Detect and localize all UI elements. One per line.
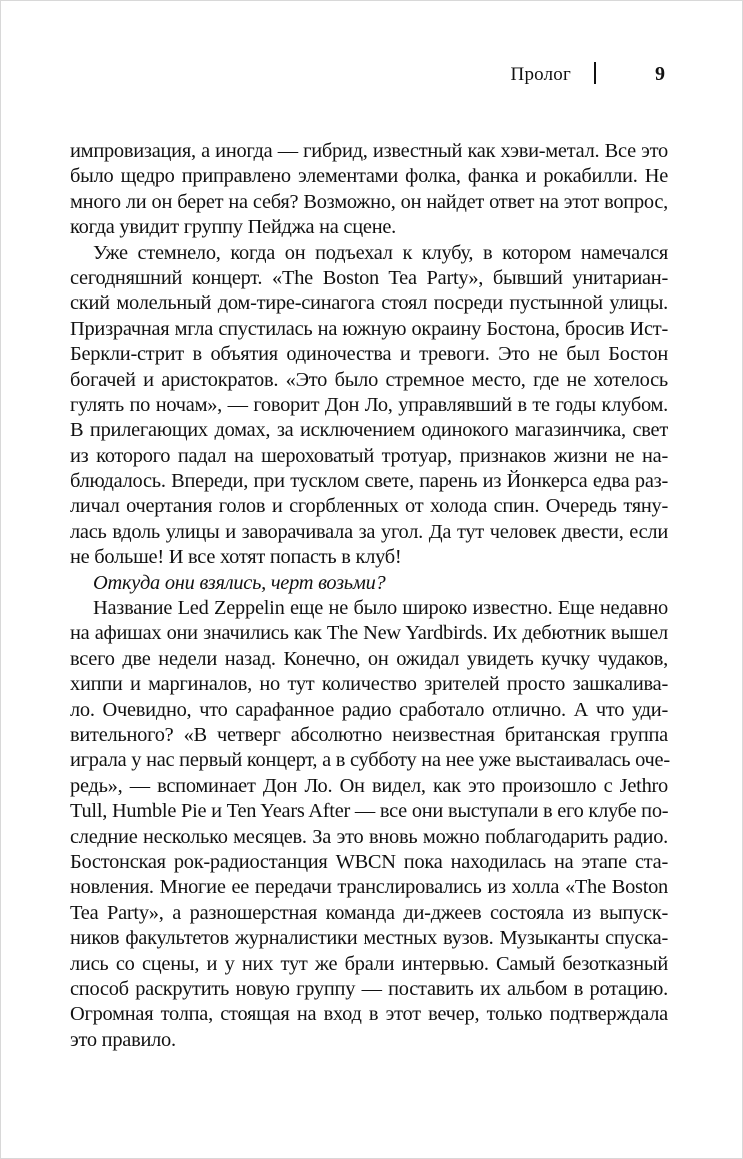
- text-line: способ раскрутить новую группу — поставить их альбом в ротацию.: [70, 977, 668, 1000]
- text-line: ло. Очевидно, что сарафанное радио сработало отлично. А что уди-: [70, 698, 668, 721]
- running-head: [0, 62, 743, 92]
- text-line: следние несколько месяцев. За это вновь можно поблагодарить радио.: [70, 825, 668, 848]
- page-number: 9: [655, 63, 665, 85]
- text-line: ников факультетов журналистики местных вузов. Музыканты спуска-: [70, 927, 668, 950]
- text-line: В прилегающих домах, за исключением одинокого магазинчика, свет: [70, 419, 668, 442]
- text-line: личал очертания голов и сгорбленных от холода спин. Очередь тяну-: [70, 495, 668, 518]
- text-line: не больше! И все хотят попасть в клуб!: [70, 546, 402, 569]
- text-line: Беркли-стрит в объятия одиночества и тревоги. Это не был Бостон: [70, 343, 668, 366]
- text-line: гулять по ночам», — говорит Дон Ло, управлявший в те годы клубом.: [70, 393, 668, 416]
- text-line: лись со сцены, и у них тут же брали интервью. Самый безотказный: [70, 952, 668, 975]
- text-line: богачей и аристократов. «Это было стремное место, где не хотелось: [70, 368, 668, 391]
- text-line: это правило.: [70, 1028, 176, 1051]
- text-line: Бостонская рок-радиостанция WBCN пока находилась на этапе ста-: [70, 850, 668, 873]
- text-line: импровизация, а иногда — гибрид, известный как хэви-метал. Все это: [70, 140, 668, 162]
- text-line: лась вдоль улицы и заворачивала за угол. Да тут человек двести, если: [70, 520, 668, 543]
- text-line: Уже стемнело, когда он подъехал к клубу, в котором намечался: [93, 241, 668, 264]
- body-text: [70, 139, 668, 1053]
- text-line: вительного? «В четверг абсолютно неизвестная британская группа: [70, 723, 668, 746]
- text-line: всего две недели назад. Конечно, он ожидал увидеть кучку чудаков,: [70, 647, 668, 670]
- text-line: сегодняшний концерт. «The Boston Tea Party», бывший унитариан-: [70, 266, 668, 289]
- text-line: Название Led Zeppelin еще не было широко известно. Еще недавно: [93, 597, 668, 620]
- text-line: на афишах они значились как The New Yardbirds. Их дебютник вышел: [70, 622, 668, 645]
- text-line: блюдалось. Впереди, при тусклом свете, парень из Йонкерса едва раз-: [70, 470, 668, 493]
- text-line: новления. Многие ее передачи транслировались из холла «The Boston: [70, 876, 668, 899]
- text-line: редь», — вспоминает Дон Ло. Он видел, как это произошло с Jethro: [70, 774, 668, 797]
- text-line: когда увидит группу Пейджа на сцене.: [70, 216, 397, 239]
- text-line: было щедро приправлено элементами фолка, фанка и рокабилли. Не: [70, 165, 668, 188]
- text-line: играла у нас первый концерт, а в субботу на нее уже выстаивалась оче-: [70, 749, 670, 772]
- text-line: Огромная толпа, стоящая на вход в этот вечер, только подтверждала: [70, 1003, 668, 1026]
- italic-text-line: Откуда они взялись, черт возьми?: [93, 571, 386, 594]
- text-line: Tull, Humble Pie и Ten Years After — все они выступали в его клубе по-: [70, 800, 669, 823]
- section-title: Пролог: [510, 64, 571, 85]
- text-line: Призрачная мгла спустилась на южную окраину Бостона, бросив Ист-: [70, 317, 668, 340]
- text-line: ский молельный дом-тире-синагога стоял посреди пустынной улицы.: [70, 292, 668, 315]
- text-line: много ли он берет на себя? Возможно, он найдет ответ на этот вопрос,: [70, 190, 668, 213]
- text-line: хиппи и маргиналов, но тут количество зрителей просто зашкалива-: [70, 673, 668, 696]
- text-line: Tea Party», а разношерстная команда ди-джеев состояла из выпуск-: [70, 901, 668, 924]
- header-divider: [594, 62, 596, 84]
- text-line: из которого падал на шероховатый тротуар, признаков жизни не на-: [70, 444, 668, 467]
